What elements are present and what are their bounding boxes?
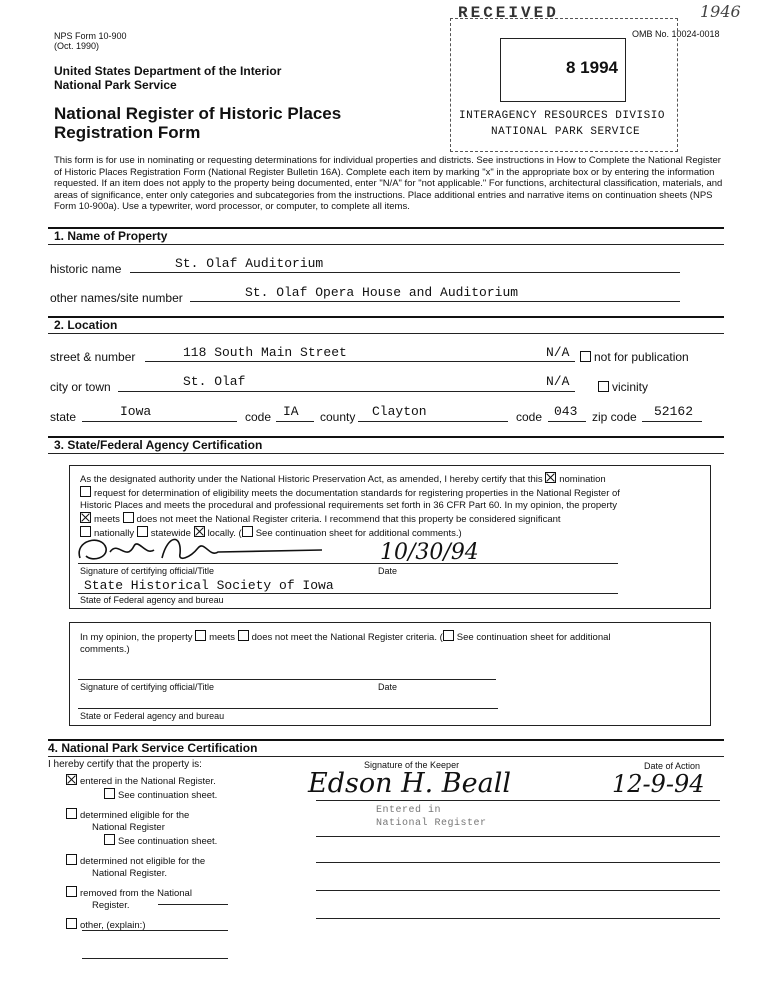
opinion-continuation-label: See continuation sheet for additional <box>456 632 611 643</box>
opinion-comments: comments.) <box>80 644 130 655</box>
nps-options <box>66 774 217 932</box>
stamp-date: 8 1994 <box>566 58 618 77</box>
meets-checkbox[interactable] <box>80 512 91 523</box>
city-label: city or town <box>50 380 111 394</box>
department: United States Department of the Interior <box>54 64 282 78</box>
signature-line <box>78 679 496 680</box>
cert-line-4: does not meet the National Register criteria. I recommend that this property be considered significant <box>136 514 561 525</box>
field-line <box>548 421 586 422</box>
not-for-publication-label: not for publication <box>594 350 689 364</box>
form-number: NPS Form 10-900 <box>54 31 127 41</box>
keeper-line <box>316 890 720 891</box>
other-line <box>82 930 228 931</box>
date-of-action-label: Date of Action <box>644 761 701 771</box>
entered-stamp-1: Entered in <box>376 805 442 816</box>
state-label: state <box>50 410 77 424</box>
section-2-heading: 2. Location <box>54 318 118 332</box>
vicinity-na: N/A <box>546 374 570 389</box>
nationally-label: nationally <box>94 528 135 539</box>
agency-value: State Historical Society of Iowa <box>84 578 334 593</box>
other-checkbox[interactable] <box>66 918 77 929</box>
see-checkbox[interactable] <box>104 834 115 845</box>
street-label: street & number <box>50 350 136 364</box>
keeper-line <box>316 836 720 837</box>
statewide-label: statewide <box>150 528 191 539</box>
opinion-text: In my opinion, the property <box>80 632 193 643</box>
not-eligible-label-2: National Register. <box>92 868 167 879</box>
entered-label: entered in the National Register. <box>80 776 216 787</box>
state-code-value: IA <box>283 404 299 419</box>
field-line <box>130 272 680 273</box>
form-title-1: National Register of Historic Places <box>54 104 342 123</box>
signature-line <box>78 563 618 564</box>
vicinity-label: vicinity <box>612 380 649 394</box>
signature-label: Signature of certifying official/Title <box>80 566 215 576</box>
option-see-2[interactable] <box>104 834 217 848</box>
field-line <box>276 421 314 422</box>
entered-stamp-2: National Register <box>376 818 487 829</box>
cert-line-2: request for determination of eligibility meets the documentation standards for registering properties in the National Register of <box>94 488 620 499</box>
section-1-heading: 1. Name of Property <box>54 229 168 243</box>
section-rule <box>48 756 724 757</box>
date-of-action: 12-9-94 <box>612 770 705 798</box>
eligible-checkbox[interactable] <box>66 808 77 819</box>
stamp-division: INTERAGENCY RESOURCES DIVISIO <box>459 110 665 122</box>
keeper-label: Signature of the Keeper <box>364 760 460 770</box>
field-line <box>145 361 575 362</box>
agency-line <box>78 593 618 594</box>
field-line <box>190 301 680 302</box>
received-stamp-text: RECEIVED <box>458 4 559 22</box>
cert-line-3: Historic Places and meets the procedural and professional requirements set forth in 36 CFR Part 60. In my opinion, the property <box>80 500 618 511</box>
not-for-publication-na: N/A <box>546 345 570 360</box>
agency-line <box>78 708 498 709</box>
opinion-agency-label: State or Federal agency and bureau <box>80 711 225 721</box>
checkbox[interactable] <box>580 351 591 362</box>
locally-label: locally. ( <box>207 528 242 539</box>
field-line <box>358 421 508 422</box>
meets-label: meets <box>94 514 120 525</box>
does-not-meet-checkbox[interactable] <box>123 512 134 523</box>
zip-value: 52162 <box>654 404 694 419</box>
removed-checkbox[interactable] <box>66 886 77 897</box>
opinion-paragraph <box>80 630 700 656</box>
option-not-eligible[interactable] <box>66 854 217 868</box>
removed-label-1: removed from the National <box>80 888 192 899</box>
county-code-value: 043 <box>554 404 578 419</box>
state-code-label: code <box>245 410 272 424</box>
opinion-date-label: Date <box>378 682 398 692</box>
nomination-label: nomination <box>559 474 606 485</box>
section-4-heading: 4. National Park Service Certification <box>48 741 258 755</box>
opinion-meets-checkbox[interactable] <box>195 630 206 641</box>
opinion-not-meet-label: does not meet the National Register criteria. ( <box>251 632 443 643</box>
keeper-signature: Edson H. Beall <box>308 768 511 799</box>
certifying-official-signature <box>72 528 332 568</box>
service: National Park Service <box>54 78 177 92</box>
signature-date-label: Date <box>378 566 398 576</box>
eligible-label-2: National Register <box>92 822 165 833</box>
nomination-checkbox[interactable] <box>545 472 556 483</box>
entered-checkbox[interactable] <box>66 774 77 785</box>
certification-date: 10/30/94 <box>380 540 479 565</box>
removed-label-2: Register. <box>92 900 130 911</box>
option-removed[interactable] <box>66 886 217 900</box>
keeper-line <box>316 918 720 919</box>
cert-line-1: As the designated authority under the National Historic Preservation Act, as amended, I hereby certify that this <box>80 474 543 485</box>
form-date: (Oct. 1990) <box>54 41 100 51</box>
eligible-label-1: determined eligible for the <box>80 810 190 821</box>
other-names-value: St. Olaf Opera House and Auditorium <box>245 285 519 300</box>
agency-label: State of Federal agency and bureau <box>80 595 224 605</box>
other-line <box>82 958 228 959</box>
section-rule <box>48 316 724 318</box>
opinion-not-meet-checkbox[interactable] <box>238 630 249 641</box>
county-code-label: code <box>516 410 543 424</box>
opinion-meets-label: meets <box>209 632 235 643</box>
zip-label: zip code <box>592 410 637 424</box>
county-value: Clayton <box>372 404 427 419</box>
historic-name-value: St. Olaf Auditorium <box>175 256 324 271</box>
county-label: county <box>320 410 356 424</box>
continuation-label: See continuation sheet for additional comments.) <box>255 528 462 539</box>
not-for-publication[interactable] <box>580 350 689 364</box>
instructions-text: This form is for use in nominating or requesting determinations for individual properties and districts. See instructions in How to Complete the National Register of Historic Places Registration Form (National Register Bulletin 16A). Complete each item by marking "x" in the appropriate box or by entering the information requested. If an item does not apply to the property being documented, enter "N/A" for "not applicable." For functions, architectural classification, materials, and areas of significance, enter only categories and subcategories from the instructions. Place additional entries and narrative items on continuation sheets (NPS Form 10-900a). Use a typewriter, word processor, or computer, to complete all items. <box>54 155 723 212</box>
option-determined-eligible[interactable] <box>66 808 217 822</box>
other-label: other, (explain:) <box>80 920 146 931</box>
option-entered[interactable] <box>66 774 217 788</box>
checkbox[interactable] <box>598 381 609 392</box>
certify-text: I hereby certify that the property is: <box>48 759 202 770</box>
section-3-heading: 3. State/Federal Agency Certification <box>54 438 263 452</box>
see-label: See continuation sheet. <box>118 790 218 801</box>
section-rule <box>48 244 724 245</box>
corner-handwriting: 1946 <box>700 2 741 21</box>
see-checkbox[interactable] <box>104 788 115 799</box>
section-rule <box>48 453 724 454</box>
stamp-service: NATIONAL PARK SERVICE <box>491 126 641 138</box>
city-value: St. Olaf <box>183 374 246 389</box>
field-line <box>642 421 702 422</box>
state-value: Iowa <box>120 404 152 419</box>
vicinity[interactable] <box>598 380 648 394</box>
keeper-line <box>316 862 720 863</box>
historic-name-label: historic name <box>50 262 122 276</box>
other-line <box>158 904 228 905</box>
see-label: See continuation sheet. <box>118 836 218 847</box>
other-names-label: other names/site number <box>50 291 183 305</box>
form-title-2: Registration Form <box>54 123 201 142</box>
not-eligible-label-1: determined not eligible for the <box>80 856 206 867</box>
field-line <box>118 391 575 392</box>
not-eligible-checkbox[interactable] <box>66 854 77 865</box>
opinion-signature-label: Signature of certifying official/Title <box>80 682 215 692</box>
opinion-continuation-checkbox[interactable] <box>443 630 454 641</box>
omb-number: OMB No. 10024-0018 <box>632 29 720 39</box>
option-see-1[interactable] <box>104 788 217 802</box>
section-rule <box>48 333 724 334</box>
keeper-line <box>316 800 720 801</box>
street-value: 118 South Main Street <box>183 345 347 360</box>
field-line <box>82 421 237 422</box>
request-checkbox[interactable] <box>80 486 91 497</box>
